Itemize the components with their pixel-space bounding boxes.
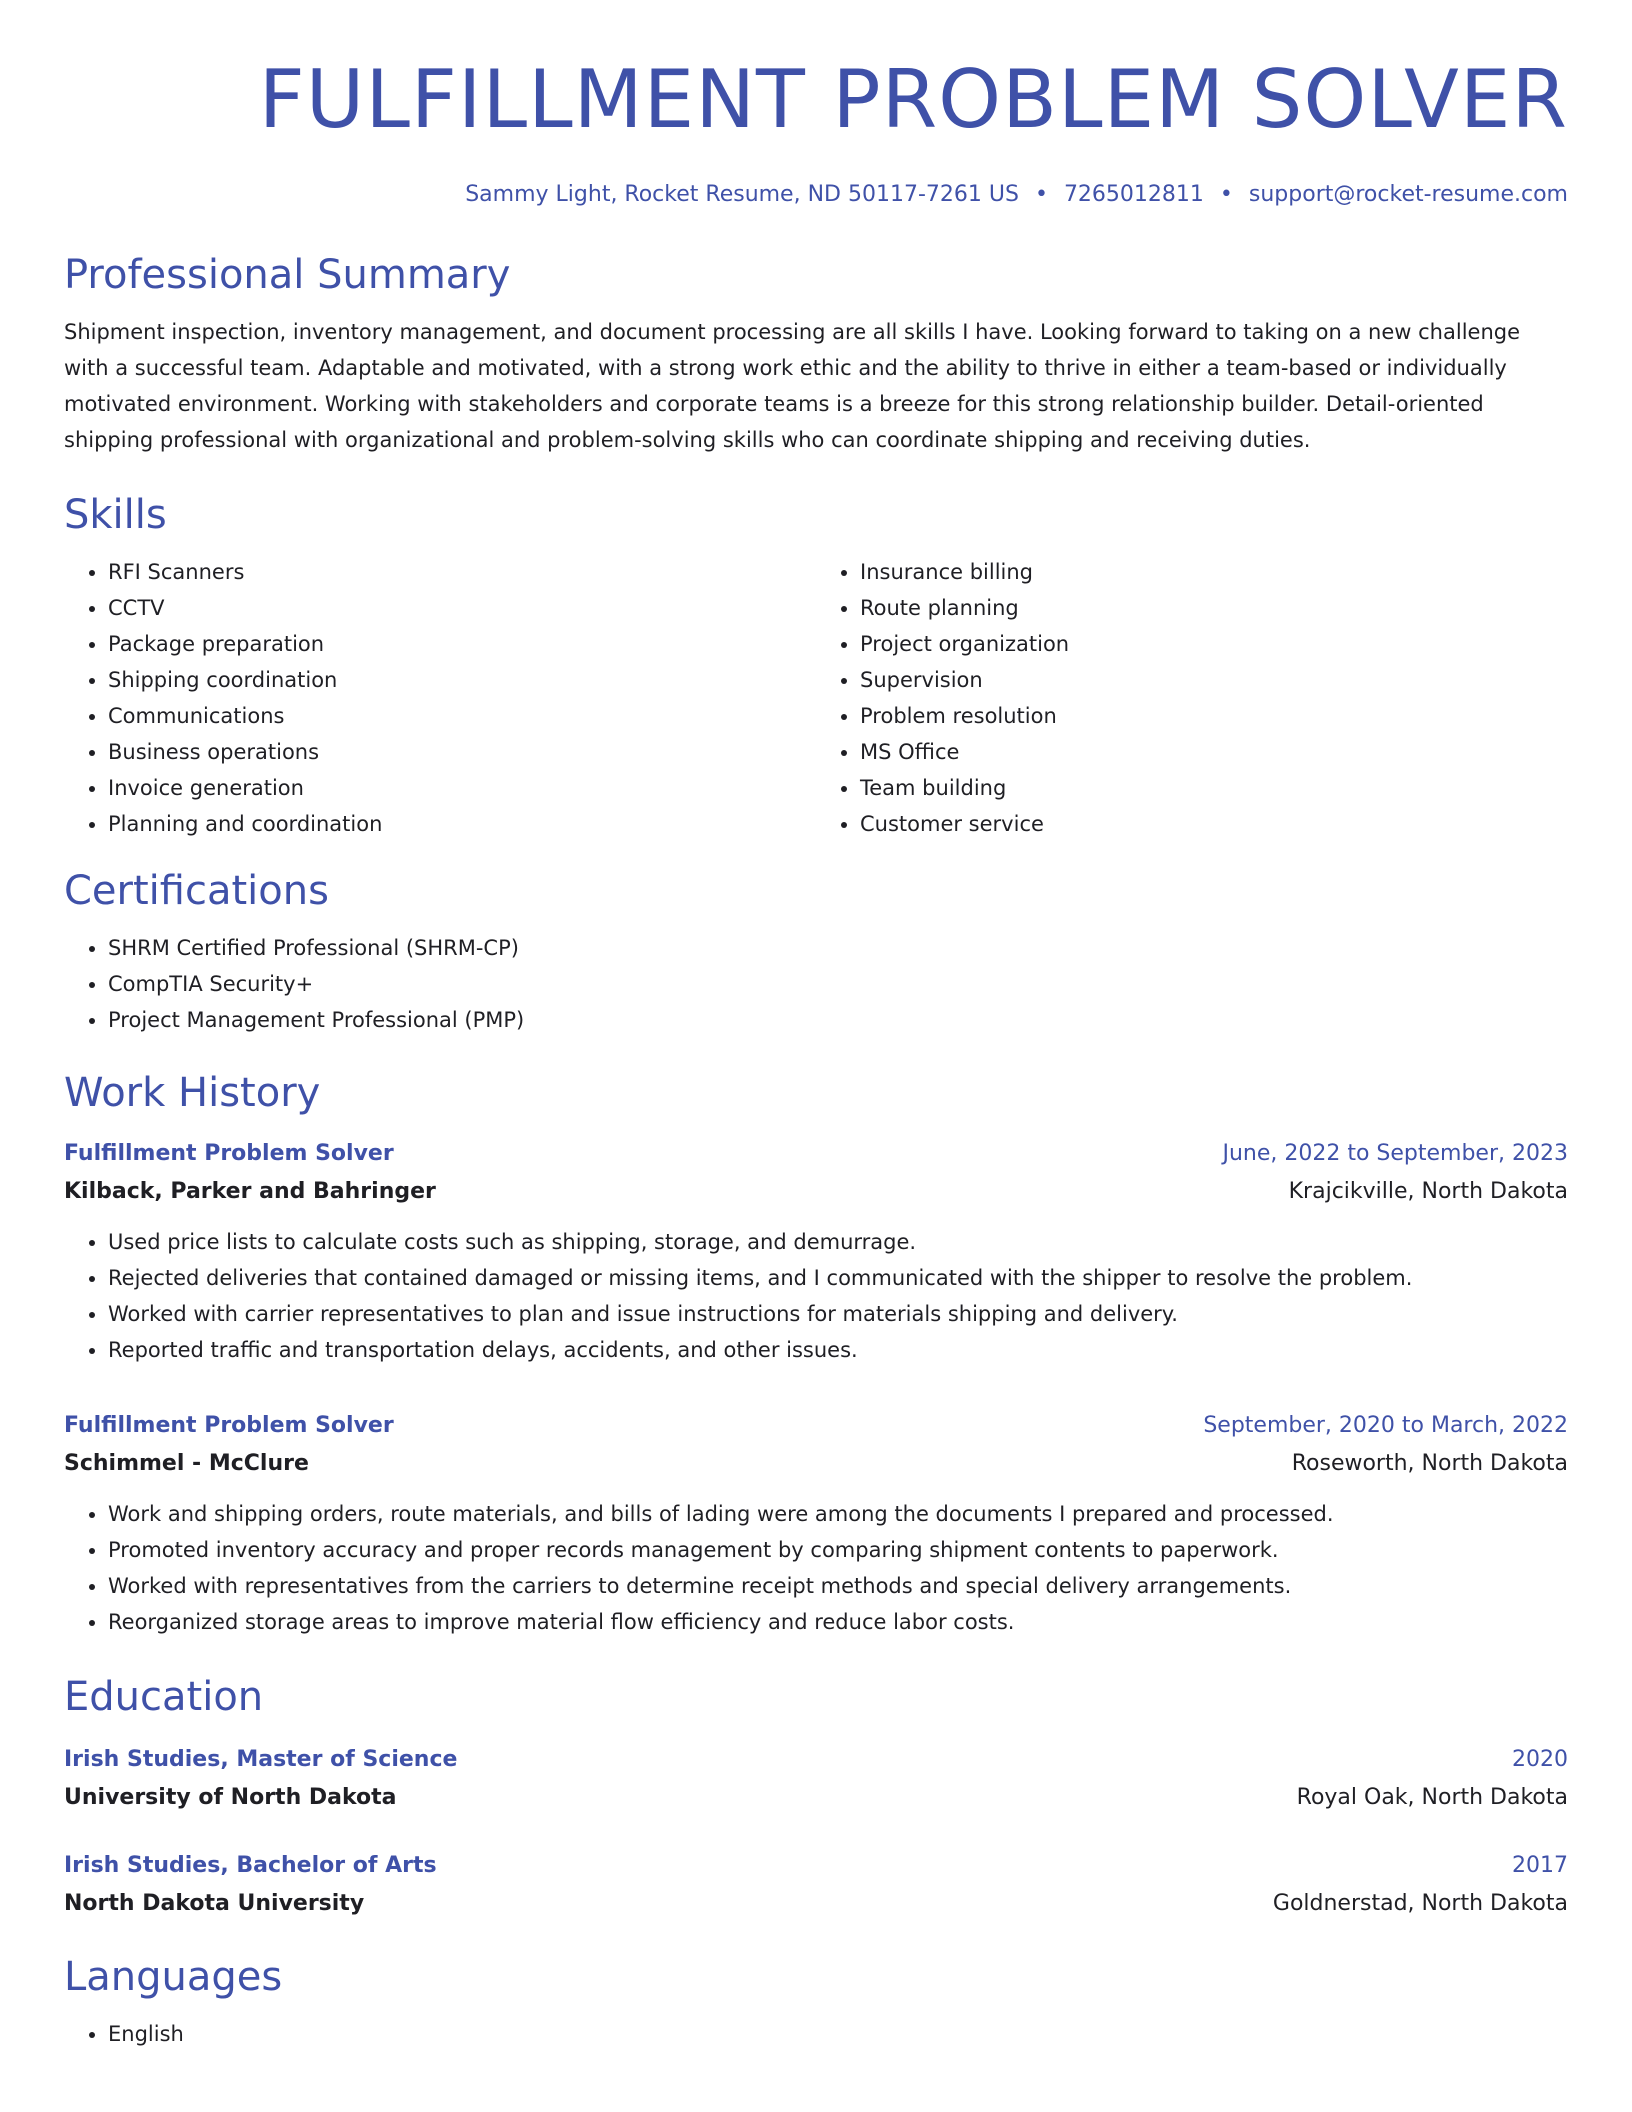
contact-separator: • [1034,182,1048,207]
education-degree: Irish Studies, Bachelor of Arts [64,1853,437,1878]
job-company: Kilback, Parker and Bahringer [64,1179,436,1204]
job-bullet: • Reported traffic and transportation delays, accidents, and other issues. [108,1332,1568,1368]
contact-email[interactable]: support@rocket-resume.com [1248,182,1568,207]
education-heading: Education [64,1674,264,1720]
job-entry [64,1136,1568,1368]
languages-list [64,2016,1568,2052]
skill-item: • RFI Scanners [108,554,816,590]
skill-item: • Team building [860,770,1568,806]
education-entry [64,1742,1568,1818]
language-item: • English [108,2016,1568,2052]
skill-item: • Route planning [860,590,1568,626]
job-dates: June, 2022 to September, 2023 [1222,1141,1568,1166]
skill-item: • CCTV [108,590,816,626]
job-role: Fulfillment Problem Solver [64,1141,394,1166]
job-role: Fulfillment Problem Solver [64,1413,394,1438]
education-degree: Irish Studies, Master of Science [64,1747,458,1772]
job-bullet: • Used price lists to calculate costs such as shipping, storage, and demurrage. [108,1224,1568,1260]
education-location: Goldnerstad, North Dakota [1272,1891,1568,1916]
contact-line [64,180,1568,210]
skill-item: • Supervision [860,662,1568,698]
job-bullet: • Rejected deliveries that contained damaged or missing items, and I communicated with the shipper to resolve the problem. [108,1260,1568,1296]
skill-item: • Customer service [860,806,1568,842]
job-entry [64,1408,1568,1640]
skills-list-right [816,554,1568,842]
education-school: North Dakota University [64,1891,365,1916]
education-school: University of North Dakota [64,1785,397,1810]
languages-heading: Languages [64,1954,283,2000]
resume-header [64,50,1568,210]
skill-item: • Shipping coordination [108,662,816,698]
summary-text: Shipment inspection, inventory management, and document processing are all skills I have. Looking forward to taking on a new challenge with a successful team. Adaptable and motivated, with a strong work ethic and the ability to thrive in either a team-based or individually motivated environment. Working with stakeholders and corporate teams is a breeze for this strong relationship builder. Detail-oriented shipping professional with organizational and problem-solving skills who can coordinate shipping and receiving duties. [64,320,1521,452]
education-entry [64,1848,1568,1924]
skill-item: • Invoice generation [108,770,816,806]
skill-item: • Insurance billing [860,554,1568,590]
education-year: 2017 [1512,1853,1568,1878]
candidate-title: FULFILLMENT PROBLEM SOLVER [258,53,1568,146]
job-bullet: • Worked with carrier representatives to plan and issue instructions for materials shipping and delivery. [108,1296,1568,1332]
skill-item: • MS Office [860,734,1568,770]
skill-item: • Business operations [108,734,816,770]
certifications-list [64,930,1568,1038]
skills-grid [64,554,1568,842]
job-bullet: • Work and shipping orders, route materials, and bills of lading were among the documents I prepared and processed. [108,1496,1568,1532]
job-location: Roseworth, North Dakota [1291,1451,1568,1476]
skills-list-left [64,554,816,842]
skill-item: • Communications [108,698,816,734]
skills-heading: Skills [64,492,167,538]
contact-phone[interactable]: 7265012811 [1063,182,1204,207]
certification-item: • CompTIA Security+ [108,966,1568,1002]
job-bullet: • Reorganized storage areas to improve material flow efficiency and reduce labor costs. [108,1604,1568,1640]
skill-item: • Project organization [860,626,1568,662]
certifications-heading: Certifications [64,868,329,914]
certification-item: • Project Management Professional (PMP) [108,1002,1568,1038]
job-location: Krajcikville, North Dakota [1288,1179,1568,1204]
job-bullet: • Worked with representatives from the carriers to determine receipt methods and special delivery arrangements. [108,1568,1568,1604]
certification-item: • SHRM Certified Professional (SHRM-CP) [108,930,1568,966]
job-dates: September, 2020 to March, 2022 [1203,1413,1568,1438]
job-bullets [64,1224,1568,1368]
skill-item: • Package preparation [108,626,816,662]
contact-separator: • [1219,182,1233,207]
job-company: Schimmel - McClure [64,1451,309,1476]
work-history-heading: Work History [64,1070,321,1116]
skill-item: • Problem resolution [860,698,1568,734]
contact-address: Sammy Light, Rocket Resume, ND 50117-7261 US [465,182,1019,207]
job-bullet: • Promoted inventory accuracy and proper records management by comparing shipment contents to paperwork. [108,1532,1568,1568]
summary-heading: Professional Summary [64,252,511,298]
skill-item: • Planning and coordination [108,806,816,842]
education-year: 2020 [1512,1747,1568,1772]
education-location: Royal Oak, North Dakota [1296,1785,1568,1810]
job-bullets [64,1496,1568,1640]
